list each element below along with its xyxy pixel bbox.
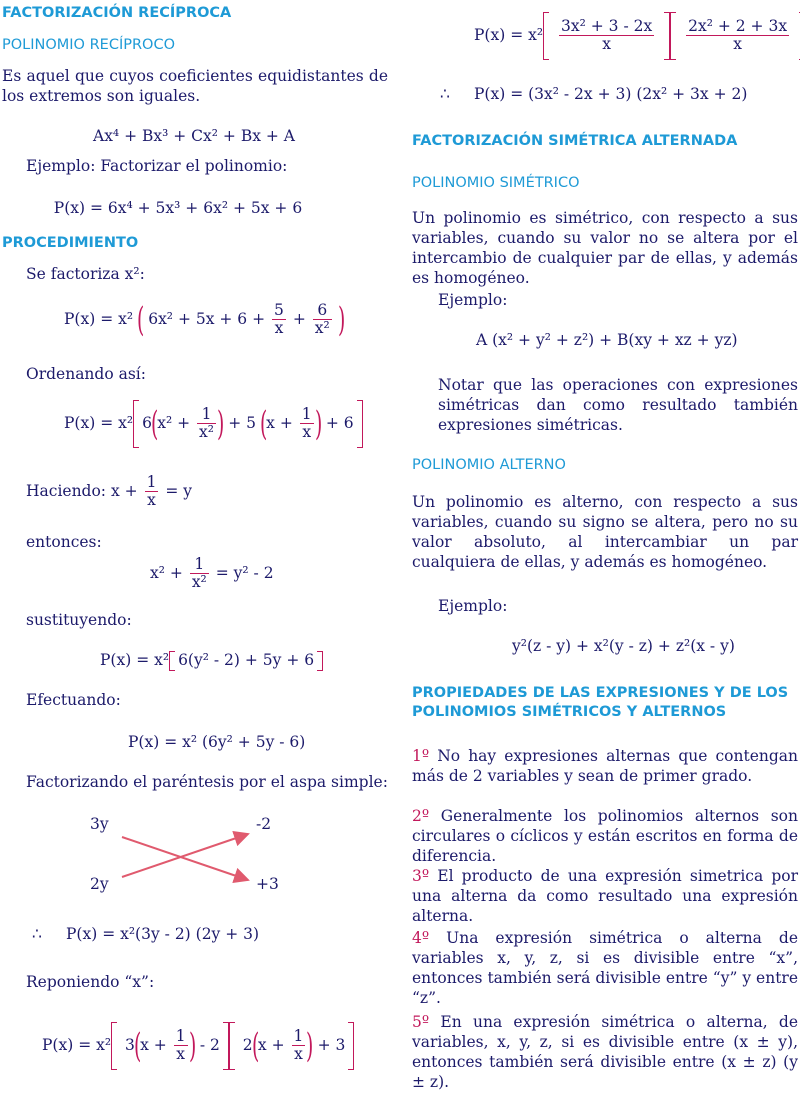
step1-text: Se factoriza x²:: [26, 265, 145, 283]
eq6: P(x) = x² (6y² + 5y - 6): [128, 733, 306, 751]
step2-text: Ordenando así:: [26, 365, 146, 383]
subsection-symmetric: POLINOMIO SIMÉTRICO: [412, 175, 580, 191]
aspa-top-left: 3y: [90, 815, 109, 833]
symmetric-note: Notar que las operaciones con expresiones simétricas dan como resultado también expresiones simétricas.: [438, 376, 798, 435]
bracket-left: [229, 1022, 235, 1070]
bracket-right: [348, 1022, 354, 1070]
fraction: $\frac{1}{x}$: [175, 1027, 186, 1064]
aspa-top-right: -2: [256, 815, 272, 833]
fraction: $\frac{1}{x}$: [146, 473, 157, 510]
bracket-left: [670, 12, 676, 60]
property-item: 1º No hay expresiones alternas que contengan más de 2 variables y sean de primer grado.: [412, 747, 798, 786]
eq7: P(x) = x²(3y - 2) (2y + 3): [66, 925, 260, 943]
fraction: $\frac{1}{x}$: [293, 1027, 304, 1064]
therefore-symbol: ∴: [32, 925, 42, 943]
step8-text: Reponiendo “x”:: [26, 973, 155, 991]
fraction: $\frac{1}{\text{x²}}$: [191, 555, 207, 592]
aspa-bottom-right: +3: [256, 875, 279, 893]
symmetric-definition: Un polinomio es simétrico, con respecto a sus variables, cuando su valor no se altera por el intercambio de cualquier par de ellas, y además es homogéneo.: [412, 209, 798, 288]
property-item: 2º Generalmente los polinomios alternos son circulares o cíclicos y están escritos en forma de diferencia.: [412, 807, 798, 866]
step4-text: entonces:: [26, 533, 102, 551]
paren-left: (: [136, 299, 145, 340]
subsection-alternate: POLINOMIO ALTERNO: [412, 457, 566, 473]
aspa-cross-arrows: [110, 810, 270, 890]
section-title: FACTORIZACIÓN RECÍPROCA: [2, 5, 232, 21]
step5-text: sustituyendo:: [26, 611, 132, 629]
eq8: P(x) = x² 3(x + $\frac{1}{x}$ ) - 2 2(x + $\frac{1}{x}$ ) + 3: [42, 1022, 354, 1070]
paren-right: ): [337, 299, 345, 340]
bracket-left: [111, 1022, 117, 1070]
subsection-title: POLINOMIO RECÍPROCO: [2, 37, 175, 53]
step3: Haciendo: x + $\frac{1}{x}$ = y: [26, 473, 193, 510]
section-title-3: PROPIEDADES DE LAS EXPRESIONES Y DE LOS POLINOMIOS SIMÉTRICOS Y ALTERNOS: [412, 685, 789, 720]
bracket-left: [169, 651, 175, 671]
bracket-left: [543, 12, 549, 60]
section-title-2: FACTORIZACIÓN SIMÉTRICA ALTERNADA: [412, 133, 738, 149]
eq1: P(x) = x² ( 6x² + 5x + 6 + $\frac{5}{x}$ + $\frac{6}{\text{x²}}$ ): [64, 299, 345, 340]
property-item: 3º El producto de una expresión simetrica por una alterna da como resultado una expresión alterna.: [412, 867, 798, 926]
example-label: Ejemplo:: [438, 597, 508, 615]
therefore-symbol: ∴: [440, 85, 450, 103]
eq2: P(x) = x² 6(x² + $\frac{1}{\text{x²}}$ ) + 5 (x + $\frac{1}{x}$ ) + 6: [64, 400, 363, 448]
definition-text: Es aquel que cuyos coeficientes equidistantes de los extremos son iguales.: [2, 67, 388, 106]
fraction: $\frac{1}{x}$: [301, 405, 312, 442]
property-item: 4º Una expresión simétrica o alterna de variables x, y, z, si es divisible entre “x”, entonces también será divisible entre “y” y entre “z”.: [412, 929, 798, 1008]
general-form-eq: Ax⁴ + Bx³ + Cx² + Bx + A: [93, 127, 295, 145]
eq9: P(x) = x² $\frac{\text{3x² + 3 - 2x}}{x}$ $\frac{\text{2x² + 2 + 3x}}{x}$: [474, 12, 800, 60]
fraction: $\frac{1}{\text{x²}}$: [199, 405, 214, 442]
eq5: P(x) = x² 6(y² - 2) + 5y + 6: [100, 650, 323, 671]
aspa-bottom-left: 2y: [90, 875, 109, 893]
example-poly-eq: P(x) = 6x⁴ + 5x³ + 6x² + 5x + 6: [53, 199, 303, 217]
property-item: 5º En una expresión simétrica o alterna, de variables, x, y, z, si es divisible entre (x ± y), entonces también será divisible entre (x ± z) (y ± z).: [412, 1013, 798, 1092]
fraction: $\frac{5}{x}$: [274, 301, 284, 338]
bracket-right: [317, 651, 323, 671]
example-label: Ejemplo:: [438, 291, 508, 309]
step7-text: Factorizando el paréntesis por el aspa simple:: [26, 773, 388, 791]
eq4: x² + $\frac{1}{\text{x²}}$ = y² - 2: [150, 555, 274, 592]
bracket-right: [357, 400, 363, 448]
fraction: $\frac{\text{3x² + 3 - 2x}}{x}$: [561, 17, 653, 54]
alternate-example-eq: y²(z - y) + x²(y - z) + z²(x - y): [512, 637, 735, 655]
symmetric-example-eq: A (x² + y² + z²) + B(xy + xz + yz): [476, 331, 738, 349]
procedure-title: PROCEDIMIENTO: [2, 235, 139, 251]
eq10: P(x) = (3x² - 2x + 3) (2x² + 3x + 2): [474, 85, 748, 103]
fraction: $\frac{\text{2x² + 2 + 3x}}{x}$: [688, 17, 788, 54]
example-intro: Ejemplo: Factorizar el polinomio:: [26, 157, 288, 175]
step6-text: Efectuando:: [26, 691, 121, 709]
fraction: $\frac{6}{\text{x²}}$: [314, 301, 330, 338]
alternate-definition: Un polinomio es alterno, con respecto a sus variables, cuando su signo se altera, pero no su valor absoluto, al intercambiar un par cualquiera de ellas, y además es homogéneo.: [412, 493, 798, 572]
bracket-left: [133, 400, 139, 448]
